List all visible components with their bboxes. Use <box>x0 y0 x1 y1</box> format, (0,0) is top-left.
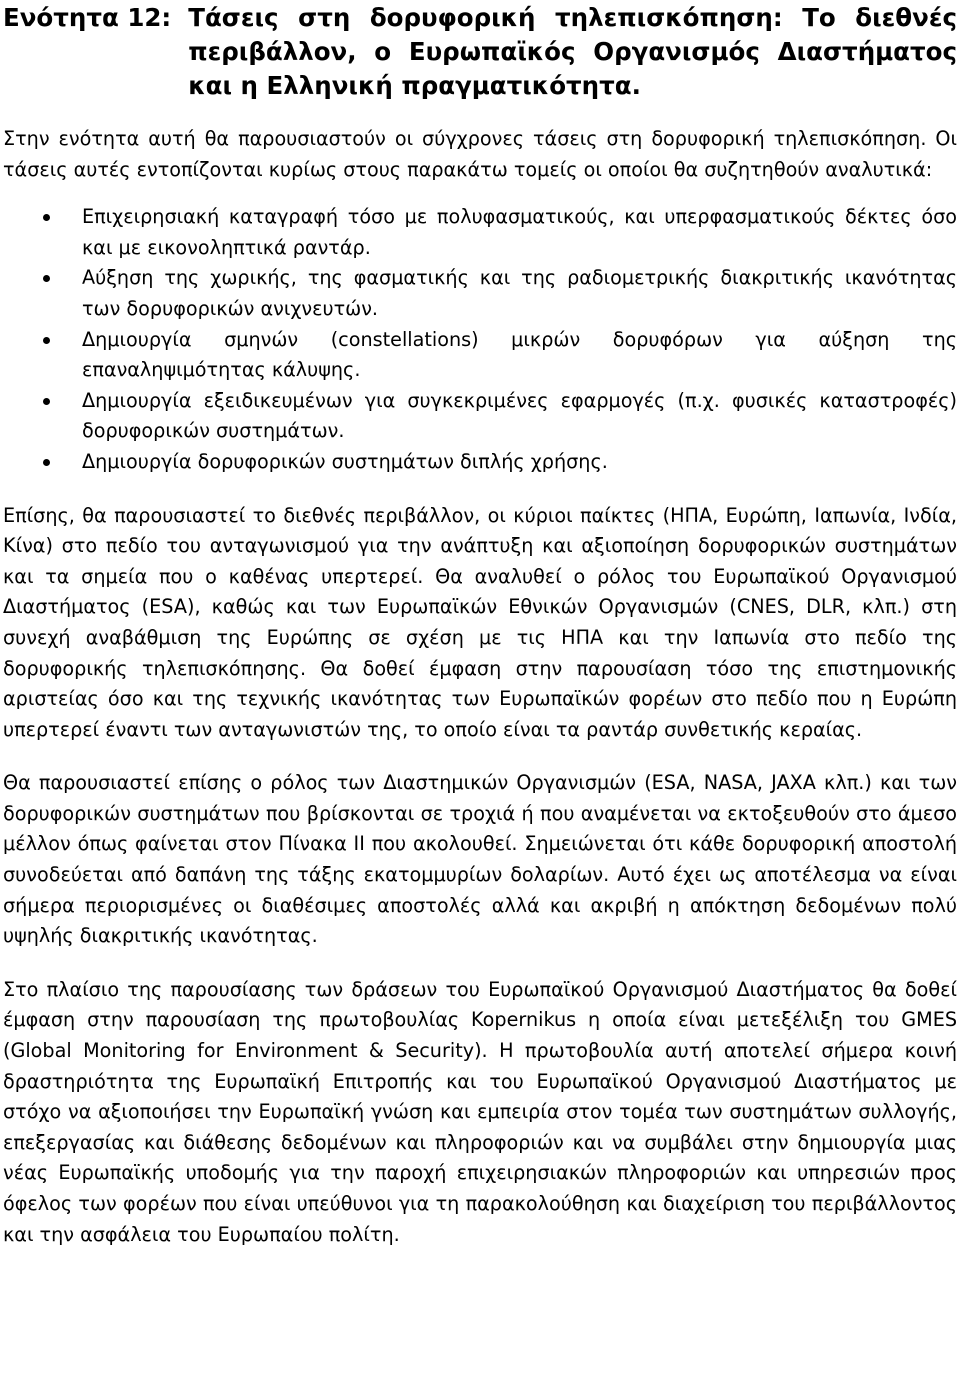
list-item-text: Επιχειρησιακή καταγραφή τόσο με πολυφασματικούς, και υπερφασματικούς δέκτες όσο και με εικονοληπτικά ραντάρ. <box>82 205 957 259</box>
list-item-text: Δημιουργία εξειδικευμένων για συγκεκριμένες εφαρμογές (π.χ. φυσικές καταστροφές) δορυφορικών συστημάτων. <box>82 388 957 443</box>
section-heading <box>3 0 957 103</box>
body-paragraph-kopernikus: Στο πλαίσιο της παρουσίασης των δράσεων του Ευρωπαϊκού Οργανισμού Διαστήματος θα δοθεί έμφαση στην παρουσίαση της πρωτοβουλίας Kopernikus η οποία είναι μετεξέλιξη του GMES (Global Monitoring for Environment & Security). Η πρωτοβουλία αυτή αποτελεί σήμερα κοινή δραστηριότητα της Ευρωπαϊκή Επιτροπής και του Ευρωπαϊκού Οργανισμού Διαστήματος με στόχο να αξιοποιήσει την Ευρωπαϊκή γνώση και εμπειρία στον τομέα των συστημάτων συλλογής, επεξεργασίας και διάθεσης δεδομένων και πληροφοριών και να συμβάλει στην δημιουργία μιας νέας Ευρωπαϊκής υποδομής για την παροχή επιχειρησιακών πληροφοριών και υπηρεσιών προς όφελος των φορέων που είναι υπεύθυνοι για τη παρακολούθηση και διαχείριση του περιβάλλοντος και την ασφάλεια του Ευρωπαίου πολίτη. <box>3 977 957 1246</box>
body-paragraph-international: Επίσης, θα παρουσιαστεί το διεθνές περιβάλλον, οι κύριοι παίκτες (ΗΠΑ, Ευρώπη, Ιαπωνία, Ινδία, Κίνα) στο πεδίο του ανταγωνισμού για την ανάπτυξη και αξιοποίηση δορυφορικών συστημάτων και τα σημεία που ο καθένας υπερτερεί. Θα αναλυθεί ο ρόλος του Ευρωπαϊκού Οργανισμού Διαστήματος (ESA), καθώς και των Ευρωπαϊκών Εθνικών Οργανισμών (CNES, DLR, κλπ.) στη συνεχή αναβάθμιση της Ευρώπης σε σχέση με τις ΗΠΑ και την Ιαπωνία στο πεδίο της δορυφορικής τηλεπισκόπησης. Θα δοθεί έμφαση στην παρουσίαση τόσο της επιστημονικής αριστείας όσο και της τεχνικής ικανότητας των Ευρωπαϊκών φορέων στο πεδίο που η Ευρώπη υπερτερεί έναντι των ανταγωνιστών της, το οποίο είναι τα ραντάρ συνθετικής κεραίας. <box>3 503 957 741</box>
section-title: Τάσεις στη δορυφορική τηλεπισκόπηση: Το διεθνές περιβάλλον, ο Ευρωπαϊκός Οργανισμός Διαστήματος και η Ελληνική πραγματικότητα. <box>188 3 957 100</box>
intro-paragraph: Στην ενότητα αυτή θα παρουσιαστούν οι σύγχρονες τάσεις στη δορυφορική τηλεπισκόπηση. Οι τάσεις αυτές εντοπίζονται κυρίως στους παρακάτω τομείς οι οποίοι θα συζητηθούν αναλυτικά: <box>3 127 957 181</box>
list-item <box>3 202 957 263</box>
list-item <box>3 386 957 447</box>
list-item <box>3 447 957 478</box>
bullet-icon <box>43 214 50 221</box>
body-paragraph-agencies: Θα παρουσιαστεί επίσης ο ρόλος των Διαστημικών Οργανισμών (ESA, NASA, JAXA κλπ.) και των δορυφορικών συστημάτων που βρίσκονται σε τροχιά ή που αναμένεται να εκτοξευθούν στο άμεσο μέλλον όπως φαίνεται στον Πίνακα II που ακολουθεί. Σημειώνεται ότι κάθε δορυφορική αποστολή συνοδεύεται από δαπάνη της τάξης εκατομμυρίων δολαρίων. Αυτό έχει ως αποτέλεσμα να είναι σήμερα περιορισμένες οι διαθέσιμες αποστολές αλλά και ακριβή η απόκτηση δεδομένων πολύ υψηλής διακριτικής ικανότητας. <box>3 771 957 948</box>
list-item-text: Αύξηση της χωρικής, της φασματικής και της ραδιομετρικής διακριτικής ικανότητας των δορυφορικών ανιχνευτών. <box>82 266 957 320</box>
bullet-icon <box>43 459 50 466</box>
list-item-text: Δημιουργία σμηνών (constellations) μικρών δορυφόρων για αύξηση της επαναληψιμότητας κάλυψης. <box>82 327 957 382</box>
bullet-icon <box>43 275 50 282</box>
bullet-icon <box>43 398 50 405</box>
list-item <box>3 263 957 324</box>
list-item <box>3 325 957 386</box>
document-page <box>3 0 957 1250</box>
trends-list <box>3 202 957 477</box>
bullet-icon <box>43 337 50 344</box>
section-label: Ενότητα 12: <box>3 3 172 32</box>
list-item-text: Δημιουργία δορυφορικών συστημάτων διπλής χρήσης. <box>82 449 608 473</box>
